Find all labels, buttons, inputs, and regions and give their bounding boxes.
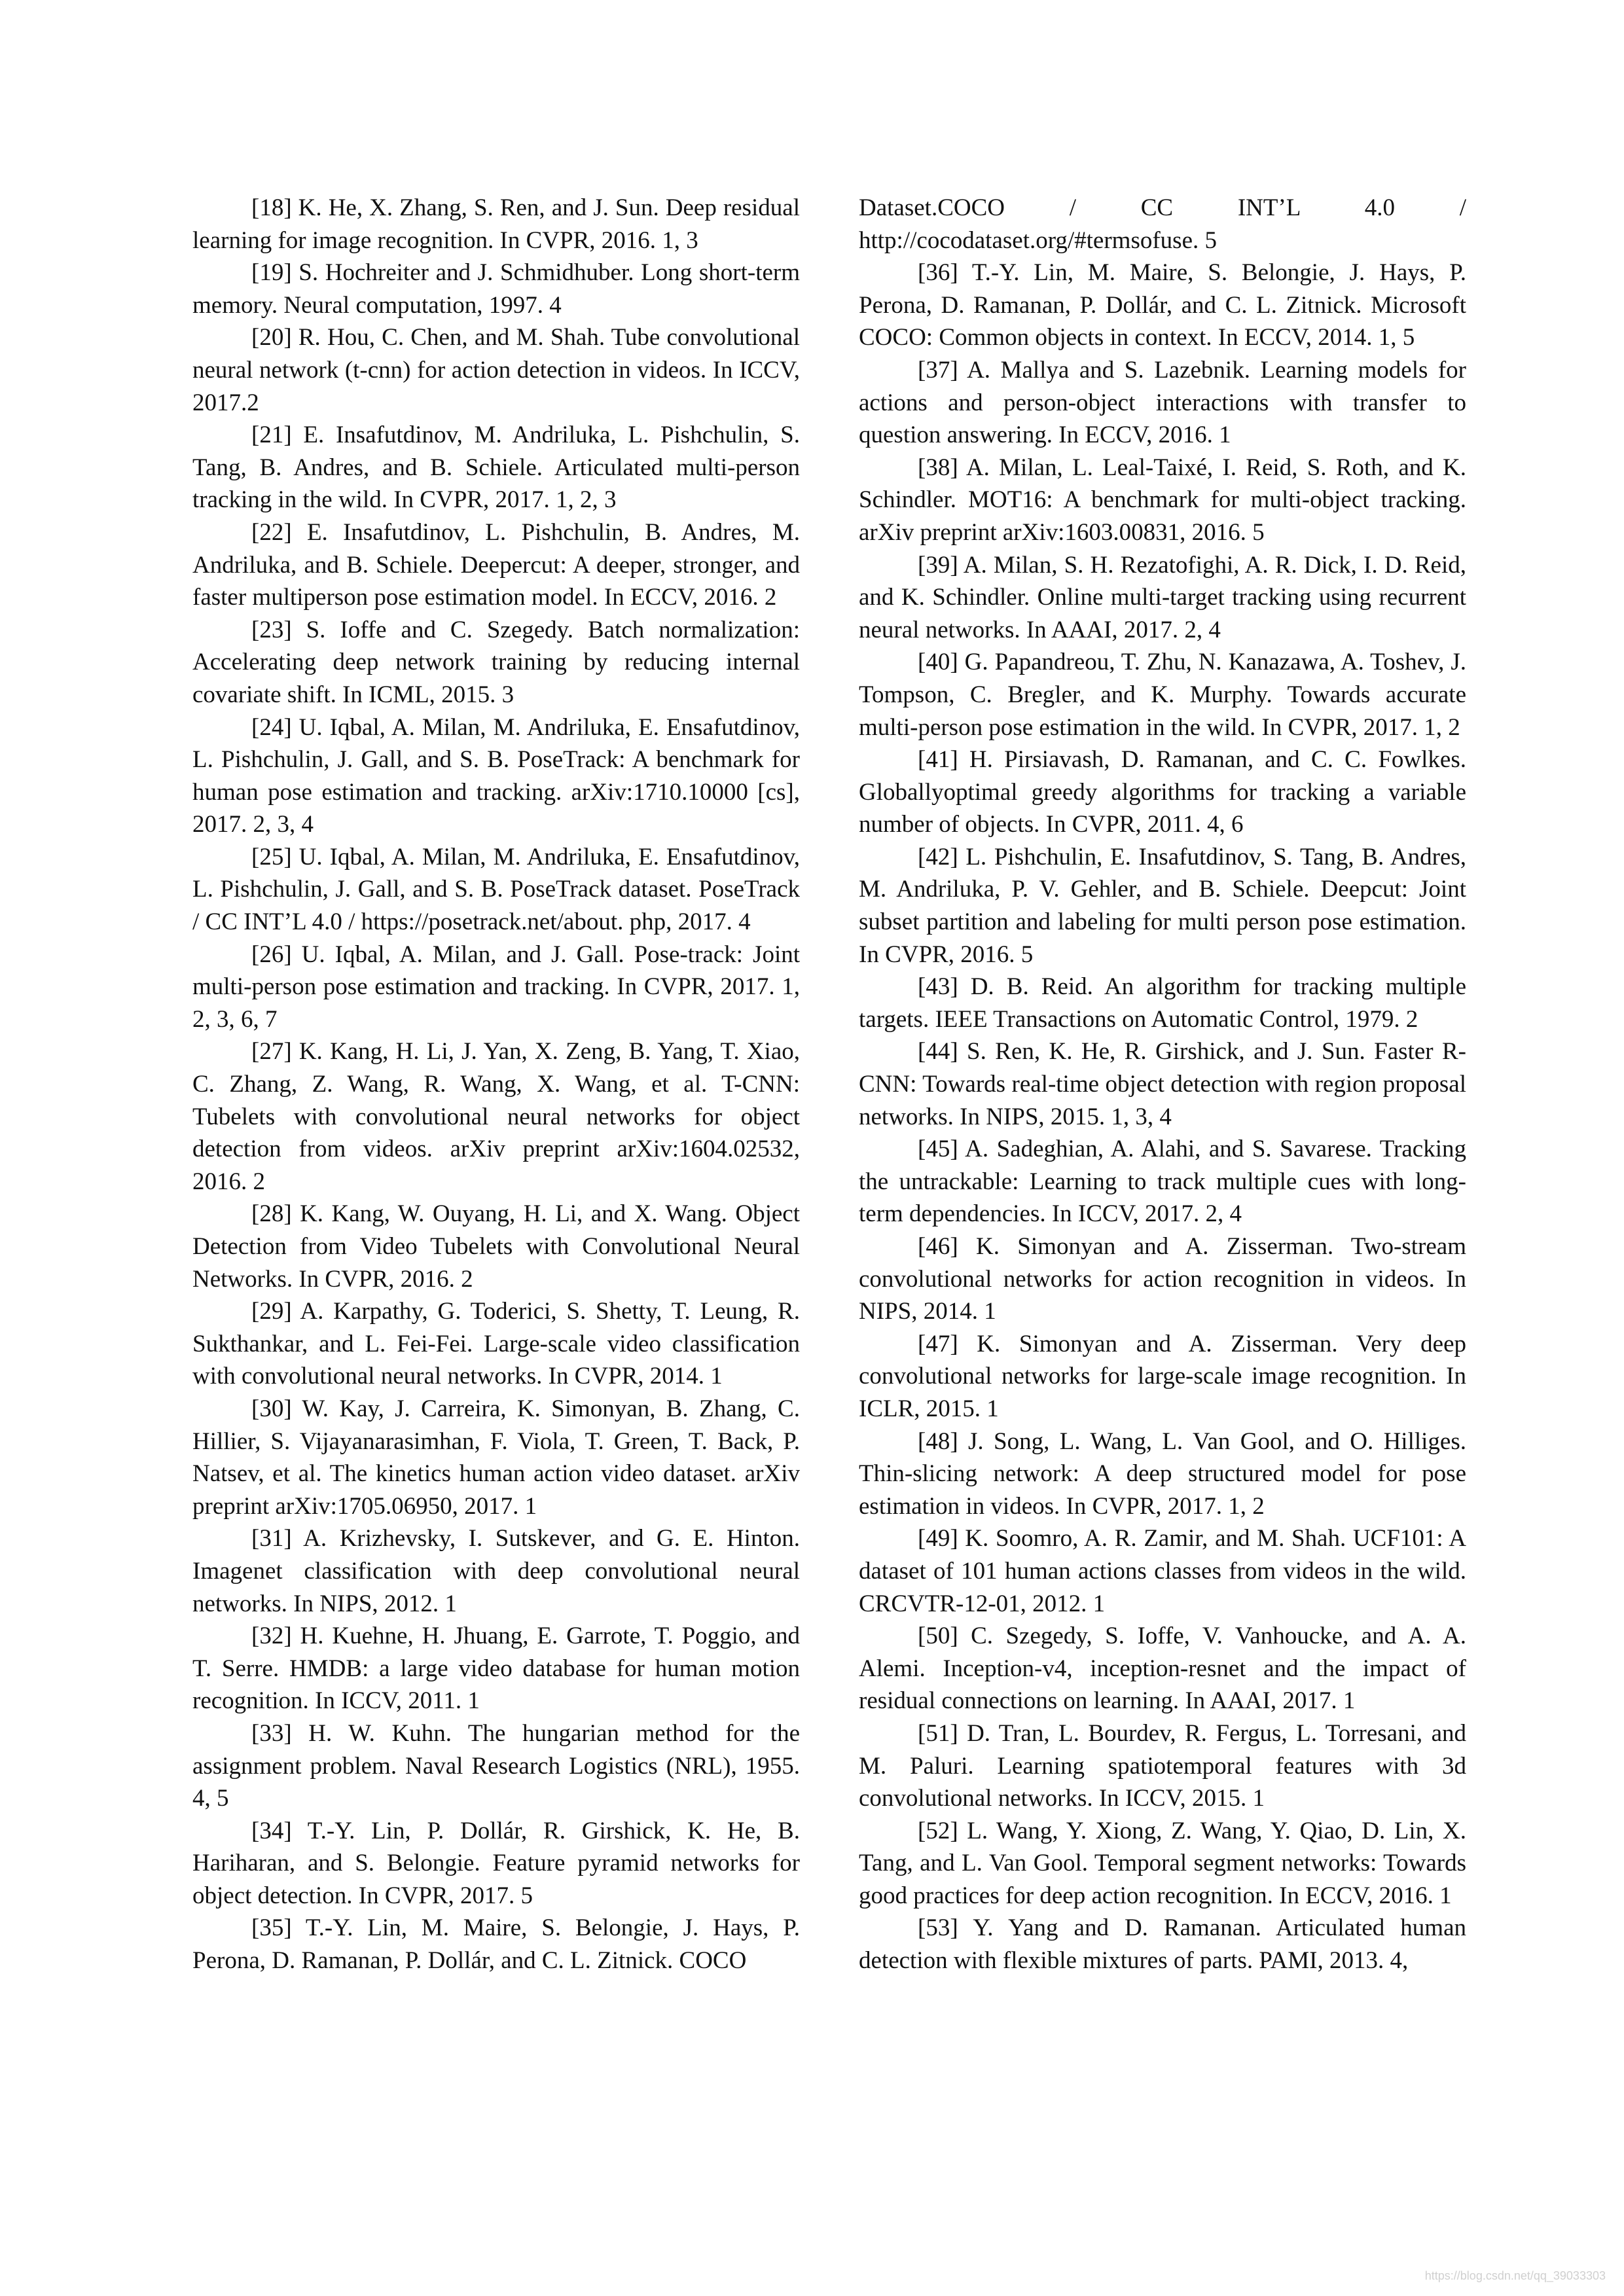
reference-entry: [41] H. Pirsiavash, D. Ramanan, and C. C. Fowlkes. Globallyoptimal greedy algorithms for tracking a variable number of objects. In CVPR, 2011. 4, 6 [859, 746, 1466, 838]
reference-entry: [48] J. Song, L. Wang, L. Van Gool, and O. Hilliges. Thin-slicing network: A deep structured model for pose estimation in videos. In CVPR, 2017. 1, 2 [859, 1427, 1466, 1520]
reference-entry: [34] T.-Y. Lin, P. Dollár, R. Girshick, K. He, B. Hariharan, and S. Belongie. Feature pyramid networks for object detection. In CVPR, 2017. 5 [192, 1817, 800, 1909]
reference-entry: [29] A. Karpathy, G. Toderici, S. Shetty, T. Leung, R. Sukthankar, and L. Fei-Fei. Large-scale video classification with convolutional neural networks. In CVPR, 2014. 1 [192, 1298, 800, 1390]
reference-entry: [50] C. Szegedy, S. Ioffe, V. Vanhoucke, and A. A. Alemi. Inception-v4, inception-resnet and the impact of residual connections on learning. In AAAI, 2017. 1 [859, 1623, 1466, 1715]
reference-entry: [33] H. W. Kuhn. The hungarian method for the assignment problem. Naval Research Logistics (NRL), 1955. 4, 5 [192, 1719, 800, 1812]
reference-entry: [24] U. Iqbal, A. Milan, M. Andriluka, E. Ensafutdinov, L. Pishchulin, J. Gall, and S. B. PoseTrack: A benchmark for human pose estimation and tracking. arXiv:1710.10000 [cs], 2017. 2, 3, 4 [192, 713, 800, 838]
reference-entry: [28] K. Kang, W. Ouyang, H. Li, and X. Wang. Object Detection from Video Tubelets with Convolutional Neural Networks. In CVPR, 2016. 2 [192, 1200, 800, 1293]
reference-entry: [53] Y. Yang and D. Ramanan. Articulated human detection with flexible mixtures of parts. PAMI, 2013. 4, [859, 1914, 1466, 1975]
reference-entry: [25] U. Iqbal, A. Milan, M. Andriluka, E. Ensafutdinov, L. Pishchulin, J. Gall, and S. B. PoseTrack dataset. PoseTrack / CC INT’L 4.0 / https://posetrack.net/about. php, 2017. 4 [192, 843, 800, 936]
reference-entry: [44] S. Ren, K. He, R. Girshick, and J. Sun. Faster R-CNN: Towards real-time object detection with region proposal networks. In NIPS, 2015. 1, 3, 4 [859, 1038, 1466, 1130]
reference-entry: [52] L. Wang, Y. Xiong, Z. Wang, Y. Qiao, D. Lin, X. Tang, and L. Van Gool. Temporal segment networks: Towards good practices for deep action recognition. In ECCV, 2016. 1 [859, 1817, 1466, 1909]
reference-continuation: Dataset.COCO / CC INT’L 4.0 / http://cocodataset.org/#termsofuse. 5 [859, 194, 1466, 254]
reference-entry: [49] K. Soomro, A. R. Zamir, and M. Shah. UCF101: A dataset of 101 human actions classes from videos in the wild. CRCVTR-12-01, 2012. 1 [859, 1525, 1466, 1617]
references-right-column [859, 192, 1466, 1977]
reference-entry: [36] T.-Y. Lin, M. Maire, S. Belongie, J. Hays, P. Perona, D. Ramanan, P. Dollár, and C. L. Zitnick. Microsoft COCO: Common objects in context. In ECCV, 2014. 1, 5 [859, 259, 1466, 351]
reference-entry: [43] D. B. Reid. An algorithm for tracking multiple targets. IEEE Transactions on Automatic Control, 1979. 2 [859, 973, 1466, 1033]
reference-entry: [35] T.-Y. Lin, M. Maire, S. Belongie, J. Hays, P. Perona, D. Ramanan, P. Dollár, and C. L. Zitnick. COCO [192, 1914, 800, 1975]
reference-entry: [23] S. Ioffe and C. Szegedy. Batch normalization: Accelerating deep network training by reducing internal covariate shift. In ICML, 2015. 3 [192, 616, 800, 708]
reference-entry: [22] E. Insafutdinov, L. Pishchulin, B. Andres, M. Andriluka, and B. Schiele. Deepercut: A deeper, stronger, and faster multiperson pose estimation model. In ECCV, 2016. 2 [192, 518, 800, 611]
reference-entry: [21] E. Insafutdinov, M. Andriluka, L. Pishchulin, S. Tang, B. Andres, and B. Schiele. Articulated multi-person tracking in the wild. In CVPR, 2017. 1, 2, 3 [192, 422, 800, 514]
reference-entry: [27] K. Kang, H. Li, J. Yan, X. Zeng, B. Yang, T. Xiao, C. Zhang, Z. Wang, R. Wang, X. Wang, et al. T-CNN: Tubelets with convolutional neural networks for object detection from videos. arXiv preprint arXiv:1604.02532, 2016. 2 [192, 1038, 800, 1195]
reference-entry: [26] U. Iqbal, A. Milan, and J. Gall. Pose-track: Joint multi-person pose estimation and tracking. In CVPR, 2017. 1, 2, 3, 6, 7 [192, 941, 800, 1033]
reference-entry: [51] D. Tran, L. Bourdev, R. Fergus, L. Torresani, and M. Paluri. Learning spatiotemporal features with 3d convolutional networks. In ICCV, 2015. 1 [859, 1719, 1466, 1812]
reference-entry: [47] K. Simonyan and A. Zisserman. Very deep convolutional networks for large-scale image recognition. In ICLR, 2015. 1 [859, 1330, 1466, 1422]
reference-entry: [46] K. Simonyan and A. Zisserman. Two-stream convolutional networks for action recognition in videos. In NIPS, 2014. 1 [859, 1233, 1466, 1325]
watermark: https://blog.csdn.net/qq_39033303 [1424, 2269, 1606, 2282]
reference-entry: [37] A. Mallya and S. Lazebnik. Learning models for actions and person-object interactions with transfer to question answering. In ECCV, 2016. 1 [859, 356, 1466, 449]
reference-entry: [40] G. Papandreou, T. Zhu, N. Kanazawa, A. Toshev, J. Tompson, C. Bregler, and K. Murphy. Towards accurate multi-person pose estimation in the wild. In CVPR, 2017. 1, 2 [859, 649, 1466, 741]
reference-entry: [19] S. Hochreiter and J. Schmidhuber. Long short-term memory. Neural computation, 1997. 4 [192, 259, 800, 319]
reference-entry: [30] W. Kay, J. Carreira, K. Simonyan, B. Zhang, C. Hillier, S. Vijayanarasimhan, F. Viola, T. Green, T. Back, P. Natsev, et al. The kinetics human action video dataset. arXiv preprint arXiv:1705.06950, 2017. 1 [192, 1395, 800, 1520]
reference-entry: [32] H. Kuehne, H. Jhuang, E. Garrote, T. Poggio, and T. Serre. HMDB: a large video database for human motion recognition. In ICCV, 2011. 1 [192, 1623, 800, 1715]
reference-entry: [31] A. Krizhevsky, I. Sutskever, and G. E. Hinton. Imagenet classification with deep convolutional neural networks. In NIPS, 2012. 1 [192, 1525, 800, 1617]
reference-entry: [42] L. Pishchulin, E. Insafutdinov, S. Tang, B. Andres, M. Andriluka, P. V. Gehler, and B. Schiele. Deepcut: Joint subset partition and labeling for multi person pose estimation. In CVPR, 2016. 5 [859, 843, 1466, 968]
reference-entry: [18] K. He, X. Zhang, S. Ren, and J. Sun. Deep residual learning for image recognition. In CVPR, 2016. 1, 3 [192, 194, 800, 254]
reference-entry: [38] A. Milan, L. Leal-Taixé, I. Reid, S. Roth, and K. Schindler. MOT16: A benchmark for multi-object tracking. arXiv preprint arXiv:1603.00831, 2016. 5 [859, 454, 1466, 546]
reference-entry: [45] A. Sadeghian, A. Alahi, and S. Savarese. Tracking the untrackable: Learning to track multiple cues with long-term dependencies. In ICCV, 2017. 2, 4 [859, 1136, 1466, 1228]
references-left-column [192, 192, 800, 1977]
reference-entry: [20] R. Hou, C. Chen, and M. Shah. Tube convolutional neural network (t-cnn) for action detection in videos. In ICCV, 2017.2 [192, 324, 800, 416]
reference-entry: [39] A. Milan, S. H. Rezatofighi, A. R. Dick, I. D. Reid, and K. Schindler. Online multi-target tracking using recurrent neural networks. In AAAI, 2017. 2, 4 [859, 551, 1466, 643]
